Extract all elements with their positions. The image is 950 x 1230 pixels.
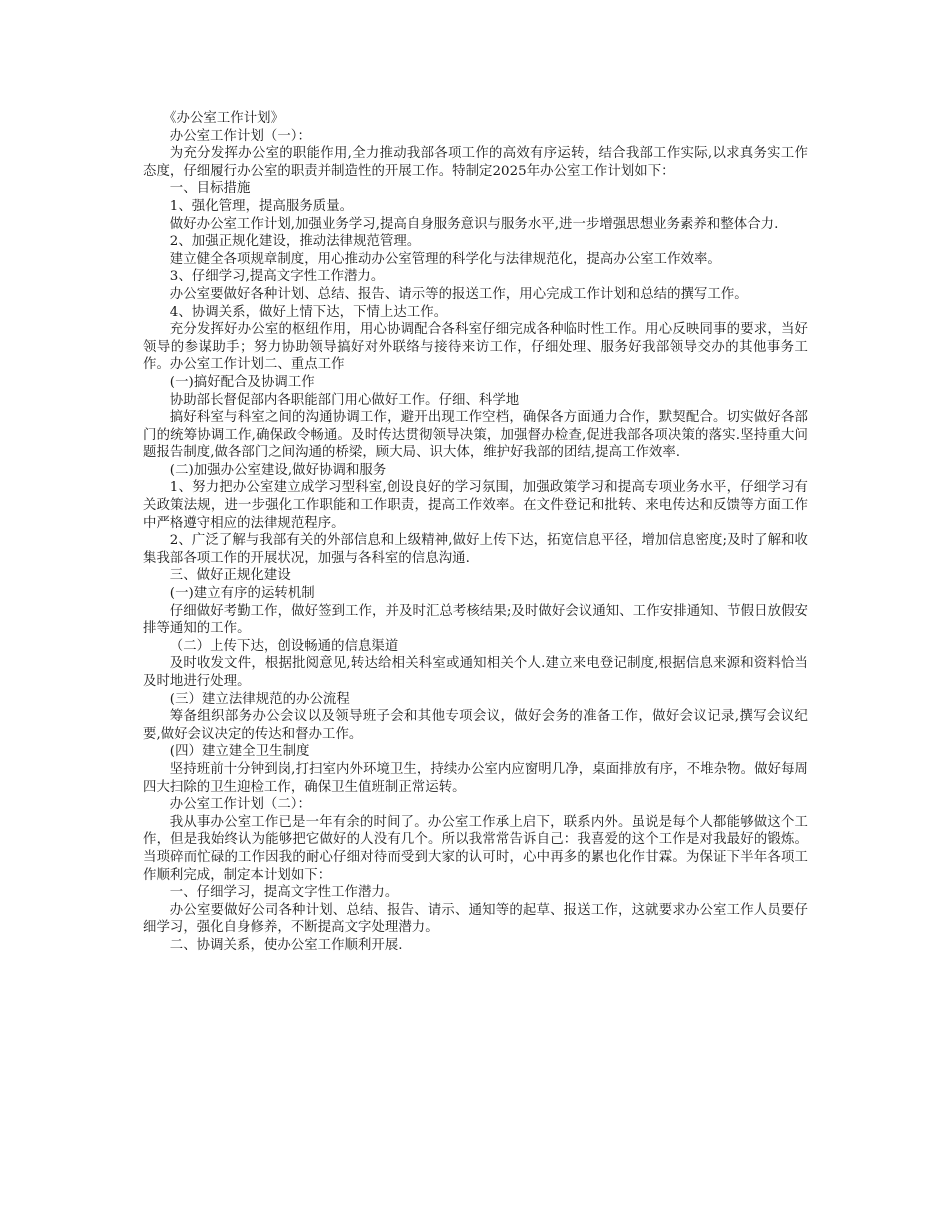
paragraph: 4、协调关系，做好上情下达，下情上达工作。: [169, 304, 448, 320]
paragraph: （二）上传下达，创设畅通的信息渠道: [169, 638, 399, 654]
document-title: 《办公室工作计划》: [163, 111, 285, 126]
paragraph: 筹备组织部务办公会议以及领导班子会和其他专项会议，做好会务的准备工作，做好会议记录,撰写会议纪要,做好会议决定的传达和督办工作。: [143, 709, 808, 742]
paragraph: (一)搞好配合及协调工作: [169, 374, 315, 390]
paragraph: 办公室要做好公司各种计划、总结、报告、请示、通知等的起草、报送工作，这就要求办公室工作人员要仔细学习，强化自身修养，不断提高文字处理潜力。: [143, 902, 808, 936]
paragraph: 一、仔细学习，提高文字性工作潜力。: [169, 885, 399, 901]
paragraph: 办公室工作计划（一）：: [169, 128, 311, 144]
paragraph: 及时收发文件，根据批阅意见,转达给相关科室或通知相关个人.建立来电登记制度,根据信息来源和资料恰当及时地进行处理。: [143, 656, 808, 689]
paragraph: 二、协调关系，使办公室工作顺利开展.: [169, 937, 403, 953]
paragraph: 3、仔细学习,提高文字性工作潜力。: [169, 269, 385, 285]
paragraph: 充分发挥好办公室的枢纽作用，用心协调配合各科室仔细完成各种临时性工作。用心反映同事的要求，当好领导的参谋助手；努力协助领导搞好对外联络与接待来访工作，仔细处理、服务好我部领导交办的其他事务工作。办公室工作计划二、重点工作: [143, 322, 808, 373]
paragraph: (二)加强办公室建设,做好协调和服务: [169, 462, 387, 478]
paragraph: 做好办公室工作计划,加强业务学习,提高自身服务意识与服务水平,进一步增强思想业务素养和整体合力.: [169, 216, 779, 232]
paragraph: (一)建立有序的运转机制: [169, 586, 315, 602]
paragraph: 为充分发挥办公室的职能作用,全力推动我部各项工作的高效有序运转，结合我部工作实际,以求真务实工作态度，仔细履行办公室的职责并制造性的开展工作。特制定2025年办公室工作计划如下：: [143, 146, 808, 179]
paragraph: 一、目标措施: [169, 181, 251, 197]
paragraph: 办公室工作计划（二）：: [169, 797, 311, 813]
paragraph: 搞好科室与科室之间的沟通协调工作，避开出现工作空档，确保各方面通力合作，默契配合。切实做好各部门的统筹协调工作,确保政令畅通。及时传达贯彻领导决策，加强督办检查,促进我部各项决策的落实.坚持重大问题报告制度,做各部门之间沟通的桥梁，顾大局、识大体，维护好我部的团结,提高工作效率.: [143, 410, 808, 461]
paragraph: 协助部长督促部内各职能部门用心做好工作。仔细、科学地: [169, 392, 520, 408]
paragraph: 1、强化管理，提高服务质量。: [169, 198, 354, 214]
paragraph: 仔细做好考勤工作，做好签到工作，并及时汇总考核结果;及时做好会议通知、工作安排通知、节假日放假安排等通知的工作。: [143, 603, 808, 637]
paragraph: 2、广泛了解与我部有关的外部信息和上级精神,做好上传下达，拓宽信息平径，增加信息密度;及时了解和收集我部各项工作的开展状况，加强与各科室的信息沟通.: [143, 533, 808, 566]
paragraph: 我从事办公室工作已是一年有余的时间了。办公室工作承上启下，联系内外。虽说是每个人都能够做这个工作，但是我始终认为能够把它做好的人没有几个。所以我常常告诉自己：我喜爱的这个工作是对我最好的锻炼。当琐碎而忙碌的工作因我的耐心仔细对待而受到大家的认可时，心中再多的累也化作甘霖。为保证下半年各项工作顺利完成，制定本计划如下：: [143, 814, 808, 883]
paragraph: 坚持班前十分钟到岗,打扫室内外环境卫生，持续办公室内应窗明几净，桌面排放有序，不堆杂物。做好每周四大扫除的卫生迎检工作，确保卫生值班制正常运转。: [143, 761, 808, 795]
document-body: [143, 110, 808, 955]
paragraph: 1、努力把办公室建立成学习型科室,创设良好的学习氛围，加强政策学习和提高专项业务水平，仔细学习有关政策法规，进一步强化工作职能和工作职责，提高工作效率。在文件登记和批转、来电传达和反馈等方面工作中严格遵守相应的法律规范程序。: [143, 480, 808, 531]
paragraph: 办公室要做好各种计划、总结、报告、请示等的报送工作，用心完成工作计划和总结的撰写工作。: [169, 286, 748, 302]
paragraph: 2、加强正规化建设，推动法律规范管理。: [169, 234, 421, 250]
paragraph: 建立健全各项规章制度，用心推动办公室管理的科学化与法律规范化，提高办公室工作效率。: [169, 251, 721, 267]
paragraph: 三、做好正规化建设: [169, 568, 291, 584]
paragraph: (三）建立法律规范的办公流程: [169, 691, 350, 707]
paragraph: (四）建立建全卫生制度: [169, 744, 310, 760]
